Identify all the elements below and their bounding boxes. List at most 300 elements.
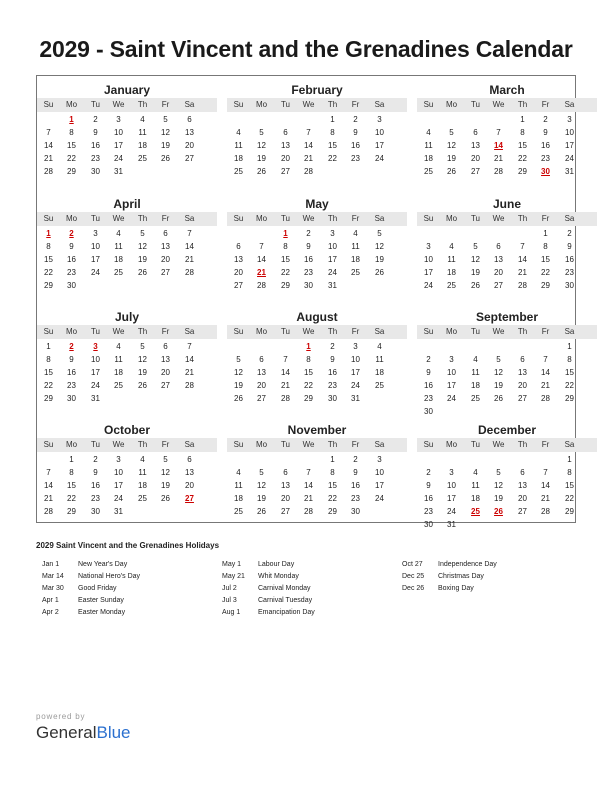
day-cell: 10 — [91, 354, 100, 364]
day-cell: 10 — [447, 480, 456, 490]
day-cell: 20 — [494, 267, 503, 277]
holidays-title: 2029 Saint Vincent and the Grenadines Holidays — [36, 541, 220, 550]
day-cell: 8 — [330, 127, 335, 137]
week-row — [227, 367, 407, 379]
month-name: September — [475, 310, 539, 324]
powered-by-text: powered by — [36, 712, 86, 721]
weekday-label: We — [112, 440, 125, 449]
week-row — [37, 267, 217, 279]
month-name: May — [305, 197, 329, 211]
week-row — [37, 241, 217, 253]
day-cell: 17 — [114, 140, 123, 150]
weekday-label: We — [492, 214, 505, 223]
day-cell: 18 — [447, 267, 456, 277]
day-cell: 5 — [377, 229, 382, 238]
day-cell: 3 — [377, 455, 382, 464]
day-cell: 13 — [257, 367, 266, 377]
week-row — [37, 480, 217, 492]
day-cell: 4 — [116, 342, 121, 351]
day-cell: 26 — [375, 267, 384, 277]
day-cell: 1 — [69, 455, 74, 464]
week-row — [417, 267, 597, 279]
day-cell: 28 — [518, 280, 527, 290]
day-cell: 18 — [114, 367, 123, 377]
day-cell: 15 — [565, 480, 574, 490]
day-cell: 10 — [424, 254, 433, 264]
day-cell: 11 — [471, 480, 480, 490]
day-cell: 27 — [234, 280, 243, 290]
day-cell: 2 — [353, 115, 358, 124]
month-name: November — [287, 423, 347, 437]
day-cell: 15 — [44, 367, 53, 377]
day-cell: 22 — [328, 153, 337, 163]
day-cell: 17 — [447, 380, 456, 390]
day-cell: 20 — [518, 493, 527, 503]
day-cell: 21 — [185, 367, 194, 377]
week-row — [227, 241, 407, 253]
day-cell: 30 — [304, 280, 313, 290]
month-name: March — [489, 83, 525, 97]
weekday-label: Th — [327, 440, 338, 449]
day-cell: 7 — [306, 127, 311, 137]
holiday-name: Easter Sunday — [78, 597, 124, 604]
month-name: June — [492, 197, 521, 211]
day-cell: 20 — [281, 153, 290, 163]
weekday-label: Tu — [280, 100, 291, 109]
day-cell: 2 — [330, 342, 335, 351]
weekday-header — [417, 212, 597, 226]
weekday-label: Sa — [564, 327, 575, 336]
week-row — [227, 454, 407, 466]
day-cell: 10 — [447, 367, 456, 377]
day-cell: 28 — [541, 506, 550, 516]
day-cell: 24 — [424, 280, 433, 290]
day-cell: 16 — [67, 254, 76, 264]
day-cell: 15 — [281, 254, 290, 264]
week-row — [417, 280, 597, 292]
day-cell: 17 — [328, 254, 337, 264]
weekday-header — [417, 438, 597, 452]
day-cell: 5 — [163, 115, 168, 124]
day-cell: 24 — [351, 380, 360, 390]
day-cell: 11 — [375, 354, 384, 364]
day-cell: 23 — [91, 153, 100, 163]
day-cell: 5 — [496, 354, 501, 364]
week-row — [37, 380, 217, 392]
day-cell: 10 — [91, 241, 100, 251]
month-name: February — [291, 83, 343, 97]
day-cell: 24 — [375, 493, 384, 503]
day-cell: 22 — [565, 493, 574, 503]
day-cell: 11 — [138, 467, 147, 477]
week-row — [227, 153, 407, 165]
month-name: August — [296, 310, 338, 324]
day-cell: 21 — [304, 153, 313, 163]
month-name: April — [113, 197, 141, 211]
day-cell: 22 — [44, 380, 53, 390]
weekday-label: Su — [233, 214, 244, 223]
day-cell: 3 — [116, 115, 121, 124]
day-cell: 8 — [567, 467, 572, 477]
day-cell: 31 — [91, 393, 100, 403]
week-row — [37, 166, 217, 178]
day-cell: 17 — [91, 367, 100, 377]
day-cell: 24 — [114, 153, 123, 163]
weekday-label: Fr — [161, 214, 170, 223]
holiday-date: Jul 3 — [222, 597, 237, 604]
day-cell: 6 — [163, 342, 168, 351]
day-cell: 28 — [304, 166, 313, 176]
day-cell: 21 — [44, 493, 53, 503]
day-cell: 29 — [67, 166, 76, 176]
weekday-label: Fr — [541, 327, 550, 336]
week-row — [227, 254, 407, 266]
week-row — [227, 380, 407, 392]
day-cell: 23 — [328, 380, 337, 390]
day-cell: 17 — [565, 140, 574, 150]
day-cell: 27 — [281, 506, 290, 516]
day-cell: 6 — [520, 467, 525, 477]
day-cell: 21 — [494, 153, 503, 163]
day-cell: 28 — [185, 267, 194, 277]
holiday-name: Carnival Tuesday — [258, 597, 313, 604]
day-cell: 7 — [187, 342, 192, 351]
weekday-label: Th — [137, 327, 148, 336]
day-cell: 6 — [259, 354, 264, 364]
day-cell: 13 — [185, 467, 194, 477]
day-cell: 12 — [161, 127, 170, 137]
holiday-date: Dec 25 — [402, 573, 425, 580]
month-september — [417, 303, 597, 415]
day-cell: 20 — [257, 380, 266, 390]
day-cell: 19 — [161, 480, 170, 490]
day-cell: 9 — [426, 480, 431, 490]
day-cell: 5 — [163, 455, 168, 464]
day-cell: 22 — [67, 153, 76, 163]
day-cell: 8 — [306, 354, 311, 364]
day-cell: 6 — [283, 467, 288, 477]
day-cell: 28 — [281, 393, 290, 403]
day-cell: 6 — [520, 354, 525, 364]
day-cell: 13 — [185, 127, 194, 137]
page-title: 2029 - Saint Vincent and the Grenadines Calendar — [39, 36, 573, 62]
day-cell: 9 — [543, 127, 548, 137]
weekday-label: Tu — [90, 327, 101, 336]
holiday-date: Jan 1 — [42, 561, 60, 568]
day-cell: 17 — [424, 267, 433, 277]
week-row — [227, 393, 407, 405]
weekday-header — [227, 438, 407, 452]
day-cell: 18 — [375, 367, 384, 377]
day-cell: 20 — [161, 367, 170, 377]
day-cell: 23 — [351, 153, 360, 163]
week-row — [417, 393, 597, 405]
day-cell: 15 — [44, 254, 53, 264]
day-cell: 14 — [44, 140, 53, 150]
weekday-label: Su — [43, 214, 54, 223]
day-cell: 26 — [447, 166, 456, 176]
holiday-name: National Hero's Day — [78, 573, 141, 580]
week-row — [37, 140, 217, 152]
day-cell: 2 — [93, 455, 98, 464]
week-row — [417, 519, 597, 531]
day-cell: 31 — [447, 519, 456, 529]
day-cell: 7 — [187, 229, 192, 238]
weekday-label: Su — [233, 440, 244, 449]
day-cell: 4 — [116, 229, 121, 238]
day-cell: 11 — [114, 241, 123, 251]
weekday-label: Th — [517, 440, 528, 449]
weekday-label: Mo — [255, 214, 268, 223]
day-cell: 25 — [234, 506, 243, 516]
day-cell: 8 — [69, 467, 74, 477]
day-cell: 7 — [46, 467, 51, 477]
week-row — [227, 140, 407, 152]
day-cell: 13 — [494, 254, 503, 264]
holiday-date: Oct 27 — [402, 561, 423, 568]
day-cell: 27 — [518, 506, 527, 516]
day-cell: 14 — [44, 480, 53, 490]
day-cell: 4 — [377, 342, 382, 351]
weekday-label: Mo — [445, 100, 458, 109]
day-cell: 3 — [449, 467, 454, 477]
day-cell: 21 — [304, 493, 313, 503]
day-cell: 25 — [447, 280, 456, 290]
day-cell: 7 — [520, 241, 525, 251]
holiday-date: Mar 30 — [42, 585, 64, 592]
month-january — [37, 76, 217, 188]
weekday-label: Mo — [65, 100, 78, 109]
day-cell: 20 — [161, 254, 170, 264]
day-cell: 6 — [283, 127, 288, 137]
day-cell: 9 — [93, 467, 98, 477]
day-cell: 16 — [541, 140, 550, 150]
day-cell: 26 — [234, 393, 243, 403]
weekday-label: Sa — [184, 100, 195, 109]
weekday-label: Tu — [90, 100, 101, 109]
week-row — [37, 254, 217, 266]
week-row — [37, 367, 217, 379]
day-cell: 24 — [447, 506, 456, 516]
weekday-label: Su — [233, 327, 244, 336]
day-cell: 17 — [447, 493, 456, 503]
weekday-label: Fr — [351, 100, 360, 109]
calendar-grid — [36, 75, 576, 529]
brand-blue: Blue — [96, 723, 131, 742]
day-cell: 12 — [494, 367, 503, 377]
holiday-day-cell: 1 — [46, 229, 51, 238]
week-row — [37, 454, 217, 466]
holiday-name: Whit Monday — [258, 573, 299, 580]
weekday-header — [227, 325, 407, 339]
day-cell: 7 — [306, 467, 311, 477]
day-cell: 19 — [447, 153, 456, 163]
week-row — [417, 493, 597, 505]
day-cell: 16 — [91, 480, 100, 490]
day-cell: 15 — [328, 140, 337, 150]
week-row — [37, 228, 217, 240]
day-cell: 17 — [91, 254, 100, 264]
day-cell: 19 — [138, 254, 147, 264]
day-cell: 28 — [257, 280, 266, 290]
holiday-day-cell: 2 — [69, 229, 74, 238]
day-cell: 30 — [67, 393, 76, 403]
holiday-name: Independence Day — [438, 561, 497, 568]
weekday-label: Sa — [184, 440, 195, 449]
weekday-label: Sa — [184, 214, 195, 223]
day-cell: 8 — [567, 354, 572, 364]
day-cell: 4 — [449, 241, 454, 251]
day-cell: 23 — [67, 380, 76, 390]
day-cell: 23 — [424, 506, 433, 516]
day-cell: 3 — [426, 241, 431, 251]
weekday-label: Tu — [280, 327, 291, 336]
week-row — [227, 280, 407, 292]
day-cell: 12 — [234, 367, 243, 377]
day-cell: 25 — [234, 166, 243, 176]
day-cell: 5 — [236, 354, 241, 364]
day-cell: 1 — [330, 115, 335, 124]
day-cell: 14 — [304, 140, 313, 150]
day-cell: 20 — [185, 480, 194, 490]
day-cell: 30 — [67, 280, 76, 290]
holiday-date: Apr 1 — [42, 597, 59, 604]
holiday-day-cell: 14 — [494, 140, 503, 150]
weekday-label: Su — [233, 100, 244, 109]
day-cell: 29 — [44, 393, 53, 403]
day-cell: 12 — [494, 480, 503, 490]
day-cell: 27 — [161, 267, 170, 277]
day-cell: 19 — [234, 380, 243, 390]
day-cell: 11 — [424, 140, 433, 150]
day-cell: 17 — [114, 480, 123, 490]
day-cell: 2 — [426, 467, 431, 477]
day-cell: 28 — [304, 506, 313, 516]
day-cell: 19 — [257, 153, 266, 163]
day-cell: 27 — [257, 393, 266, 403]
month-name: January — [103, 83, 151, 97]
day-cell: 29 — [328, 506, 337, 516]
day-cell: 13 — [518, 367, 527, 377]
day-cell: 9 — [353, 127, 358, 137]
day-cell: 18 — [114, 254, 123, 264]
day-cell: 15 — [328, 480, 337, 490]
day-cell: 15 — [304, 367, 313, 377]
week-row — [417, 467, 597, 479]
weekday-label: Fr — [161, 327, 170, 336]
day-cell: 24 — [447, 393, 456, 403]
day-cell: 10 — [375, 467, 384, 477]
day-cell: 14 — [185, 241, 194, 251]
day-cell: 18 — [138, 480, 147, 490]
day-cell: 25 — [351, 267, 360, 277]
weekday-header — [37, 212, 217, 226]
day-cell: 25 — [138, 153, 147, 163]
day-cell: 15 — [541, 254, 550, 264]
weekday-label: We — [112, 214, 125, 223]
weekday-label: Tu — [470, 214, 481, 223]
weekday-label: We — [302, 100, 315, 109]
day-cell: 29 — [44, 280, 53, 290]
weekday-header — [37, 98, 217, 112]
day-cell: 7 — [543, 467, 548, 477]
day-cell: 29 — [304, 393, 313, 403]
weekday-label: We — [492, 327, 505, 336]
day-cell: 16 — [424, 380, 433, 390]
week-row — [417, 166, 597, 178]
holiday-day-cell: 3 — [93, 342, 98, 351]
day-cell: 13 — [161, 354, 170, 364]
week-row — [227, 228, 407, 240]
day-cell: 15 — [565, 367, 574, 377]
day-cell: 1 — [543, 229, 548, 238]
day-cell: 19 — [161, 140, 170, 150]
week-row — [227, 480, 407, 492]
day-cell: 8 — [330, 467, 335, 477]
day-cell: 27 — [471, 166, 480, 176]
day-cell: 14 — [257, 254, 266, 264]
day-cell: 20 — [185, 140, 194, 150]
day-cell: 29 — [565, 393, 574, 403]
day-cell: 7 — [259, 241, 264, 251]
day-cell: 23 — [565, 267, 574, 277]
weekday-label: Su — [423, 440, 434, 449]
weekday-label: Fr — [351, 214, 360, 223]
day-cell: 5 — [140, 229, 145, 238]
day-cell: 18 — [234, 493, 243, 503]
week-row — [227, 493, 407, 505]
weekday-header — [417, 98, 597, 112]
day-cell: 27 — [161, 380, 170, 390]
weekday-label: Tu — [90, 214, 101, 223]
day-cell: 17 — [375, 140, 384, 150]
week-row — [37, 280, 217, 292]
weekday-label: Th — [327, 100, 338, 109]
holiday-date: Mar 14 — [42, 573, 64, 580]
weekday-label: Su — [423, 214, 434, 223]
day-cell: 23 — [541, 153, 550, 163]
day-cell: 10 — [351, 354, 360, 364]
day-cell: 29 — [518, 166, 527, 176]
holiday-day-cell: 1 — [283, 229, 288, 238]
day-cell: 6 — [496, 241, 501, 251]
day-cell: 6 — [473, 127, 478, 137]
day-cell: 14 — [185, 354, 194, 364]
day-cell: 20 — [471, 153, 480, 163]
day-cell: 29 — [281, 280, 290, 290]
holiday-name: Good Friday — [78, 585, 117, 592]
holiday-name: Carnival Monday — [258, 585, 311, 592]
week-row — [227, 127, 407, 139]
day-cell: 22 — [67, 493, 76, 503]
weekday-label: Mo — [65, 440, 78, 449]
weekday-label: Su — [423, 327, 434, 336]
day-cell: 5 — [259, 127, 264, 137]
weekday-header — [37, 325, 217, 339]
day-cell: 16 — [91, 140, 100, 150]
month-may — [227, 190, 407, 302]
week-row — [417, 367, 597, 379]
day-cell: 10 — [114, 467, 123, 477]
week-row — [417, 241, 597, 253]
day-cell: 29 — [565, 506, 574, 516]
weekday-label: Su — [43, 440, 54, 449]
month-july — [37, 303, 217, 415]
holiday-day-cell: 1 — [69, 115, 74, 124]
weekday-label: Fr — [351, 327, 360, 336]
holiday-date: May 21 — [222, 573, 245, 580]
day-cell: 28 — [44, 506, 53, 516]
